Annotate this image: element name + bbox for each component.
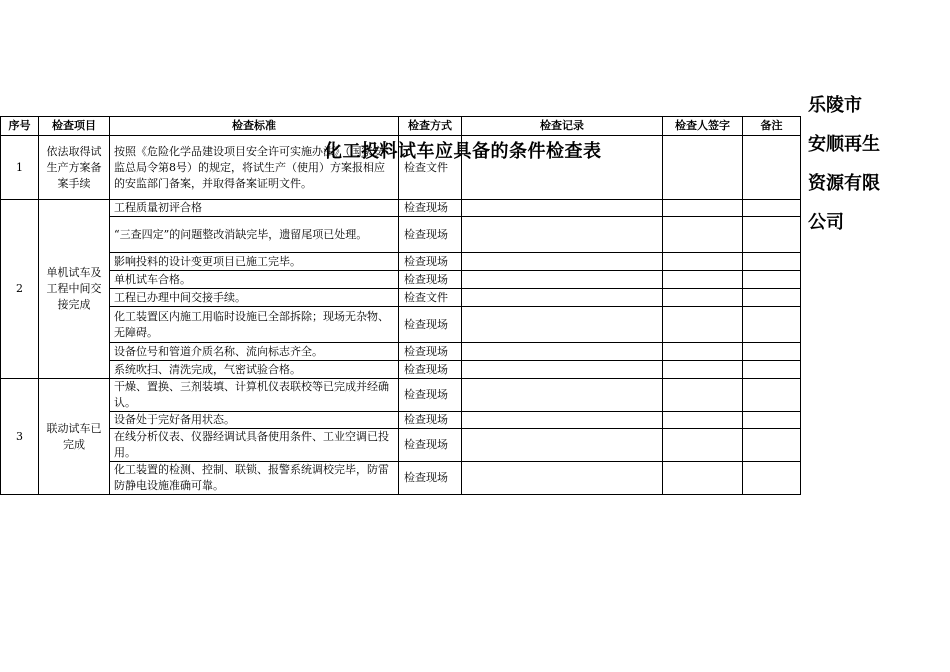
check-record-cell [462,253,663,271]
header-no: 序号 [1,117,39,136]
remarks-cell [743,271,801,289]
check-record-cell [462,343,663,361]
check-standard: 在线分析仪表、仪器经调试具备使用条件、工业空调已投用。 [110,429,399,462]
table-row [1,200,801,217]
inspection-table [0,116,801,495]
table-row [1,271,801,289]
signature-cell [663,253,743,271]
check-method: 检查文件 [399,136,462,200]
check-standard: 设备位号和管道介质名称、流向标志齐全。 [110,343,399,361]
signature-cell [663,271,743,289]
check-method: 检查现场 [399,412,462,429]
check-method: 检查现场 [399,307,462,343]
header-method: 检查方式 [399,117,462,136]
remarks-cell [743,412,801,429]
check-standard: 单机试车合格。 [110,271,399,289]
remarks-cell [743,253,801,271]
signature-cell [663,429,743,462]
check-method: 检查现场 [399,429,462,462]
remarks-cell [743,217,801,253]
signature-cell [663,462,743,495]
check-record-cell [462,412,663,429]
check-standard: 系统吹扫、清洗完成，气密试验合格。 [110,361,399,379]
check-method: 检查现场 [399,271,462,289]
group-no: 1 [1,136,39,200]
check-record-cell [462,462,663,495]
signature-cell [663,307,743,343]
check-method: 检查现场 [399,217,462,253]
header-signature: 检查人签字 [663,117,743,136]
company-name-line-4: 公司 [808,212,844,233]
signature-cell [663,136,743,200]
table-row [1,253,801,271]
check-method: 检查现场 [399,343,462,361]
header-standard: 检查标准 [110,117,399,136]
remarks-cell [743,289,801,307]
company-name [808,86,948,242]
remarks-cell [743,307,801,343]
signature-cell [663,379,743,412]
remarks-cell [743,379,801,412]
signature-cell [663,343,743,361]
header-record: 检查记录 [462,117,663,136]
table-row [1,307,801,343]
header-remarks: 备注 [743,117,801,136]
remarks-cell [743,429,801,462]
check-method: 检查现场 [399,361,462,379]
group-item: 依法取得试生产方案备案手续 [39,136,110,200]
check-record-cell [462,271,663,289]
table-row [1,412,801,429]
check-record-cell [462,429,663,462]
check-record-cell [462,217,663,253]
table-row [1,361,801,379]
group-item: 联动试车已完成 [39,379,110,495]
check-record-cell [462,200,663,217]
table-row [1,217,801,253]
signature-cell [663,217,743,253]
check-record-cell [462,361,663,379]
check-standard: 工程已办理中间交接手续。 [110,289,399,307]
check-record-cell [462,307,663,343]
check-method: 检查现场 [399,462,462,495]
company-name-line-2: 安顺再生 [808,134,880,155]
signature-cell [663,289,743,307]
remarks-cell [743,343,801,361]
remarks-cell [743,361,801,379]
signature-cell [663,412,743,429]
table-row [1,289,801,307]
document-title: 化工投料试车应具备的条件检查表 [324,141,602,162]
remarks-cell [743,136,801,200]
remarks-cell [743,200,801,217]
check-standard: 设备处于完好备用状态。 [110,412,399,429]
check-method: 检查现场 [399,253,462,271]
company-name-line-3: 资源有限 [808,173,880,194]
check-standard: 化工装置的检测、控制、联锁、报警系统调校完毕，防雷防静电设施准确可靠。 [110,462,399,495]
signature-cell [663,361,743,379]
group-no: 3 [1,379,39,495]
group-item: 单机试车及工程中间交接完成 [39,200,110,379]
table-row [1,462,801,495]
check-record-cell [462,379,663,412]
company-name-line-1: 乐陵市 [808,95,862,116]
check-method: 检查现场 [399,379,462,412]
check-standard: 工程质量初评合格 [110,200,399,217]
header-item: 检查项目 [39,117,110,136]
check-standard: “三查四定”的问题整改消缺完毕，遗留尾项已处理。 [110,217,399,253]
remarks-cell [743,462,801,495]
signature-cell [663,200,743,217]
table-row [1,379,801,412]
check-standard: 干燥、置换、三剂装填、计算机仪表联校等已完成并经确认。 [110,379,399,412]
check-standard: 按照《危险化学品建设项目安全许可实施办法》（国家安监总局令第8号）的规定，将试生产（使用）方案报相应的安监部门备案，并取得备案证明文件。 [110,136,399,200]
table-row [1,429,801,462]
header-row [1,117,801,136]
check-method: 检查文件 [399,289,462,307]
table-row [1,343,801,361]
check-standard: 化工装置区内施工用临时设施已全部拆除；现场无杂物、无障碍。 [110,307,399,343]
check-standard: 影响投料的设计变更项目已施工完毕。 [110,253,399,271]
check-record-cell [462,289,663,307]
group-no: 2 [1,200,39,379]
check-method: 检查现场 [399,200,462,217]
